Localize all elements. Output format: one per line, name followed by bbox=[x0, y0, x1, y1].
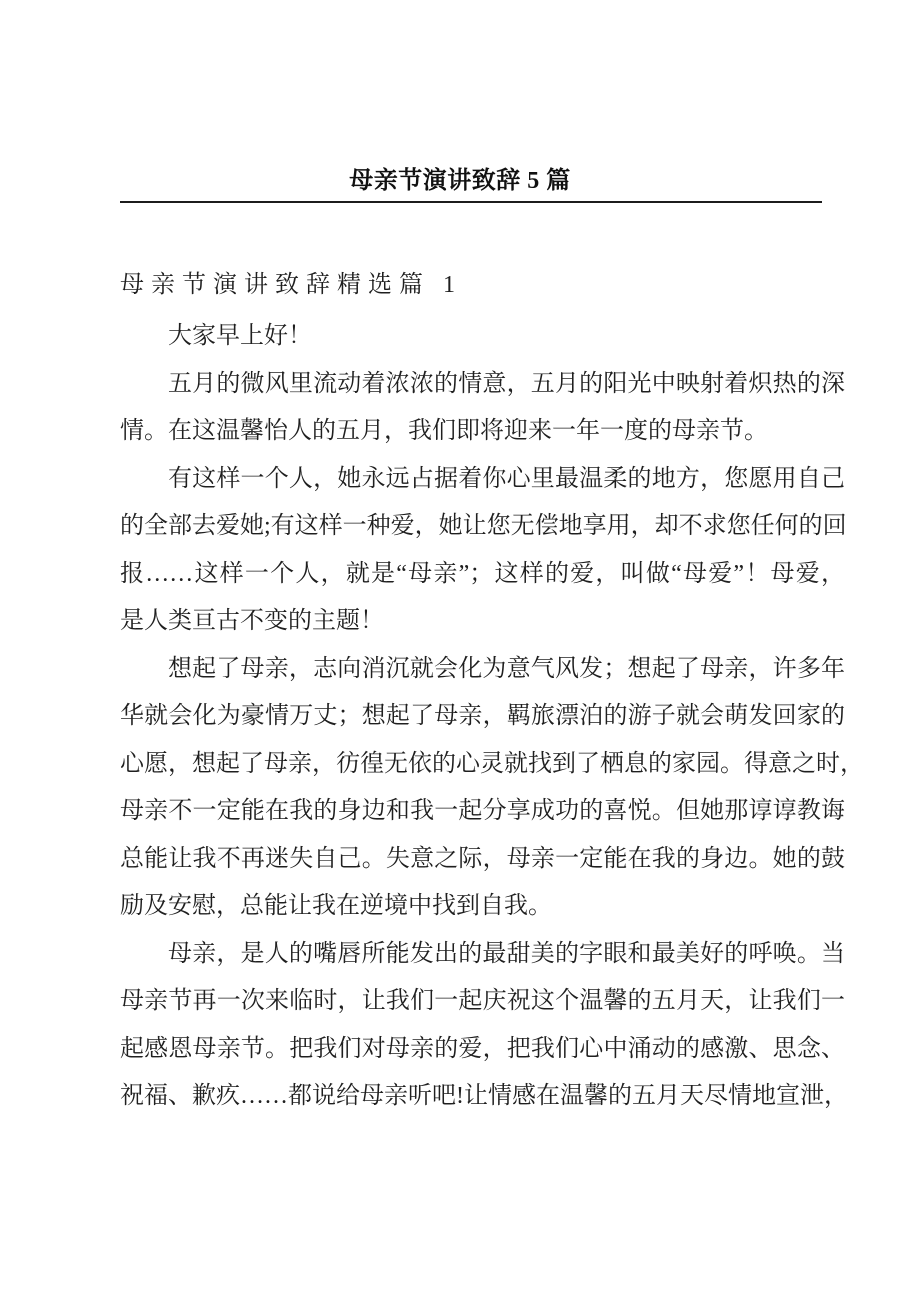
text-line: 五月的微风里流动着浓浓的情意，五月的阳光中映射着炽热的深 bbox=[168, 370, 845, 397]
text-line: 母亲不一定能在我的身边和我一起分享成功的喜悦。但她那谆谆教诲 bbox=[120, 798, 845, 824]
text-line: 祝福、歉疚……都说给母亲听吧!让情感在温馨的五月天尽情地宣泄， bbox=[120, 1083, 848, 1109]
text-line: 起感恩母亲节。把我们对母亲的爱，把我们心中涌动的感激、思念、 bbox=[120, 1035, 845, 1062]
text-line: 总能让我不再迷失自己。失意之际，母亲一定能在我的身边。她的鼓 bbox=[120, 845, 845, 872]
text-line: 励及安慰，总能让我在逆境中找到自我。 bbox=[120, 893, 552, 919]
text-line: 母亲节再一次来临时，让我们一起庆祝这个温馨的五月天，让我们一 bbox=[120, 988, 845, 1014]
text-line: 是人类亘古不变的主题！ bbox=[120, 608, 384, 634]
document-title: 母亲节演讲致辞 5 篇 bbox=[349, 168, 571, 194]
text-line: 报……这样一个人，就是“母亲”；这样的爱，叫做“母爱”！母爱， bbox=[120, 560, 845, 587]
text-line: 心愿，想起了母亲，彷徨无依的心灵就找到了栖息的家园。得意之时， bbox=[120, 750, 864, 777]
document-body bbox=[120, 313, 864, 1121]
text-line: 想起了母亲，志向消沉就会化为意气风发；想起了母亲，许多年 bbox=[168, 655, 845, 682]
text-line: 华就会化为豪情万丈；想起了母亲，羁旅漂泊的游子就会萌发回家的 bbox=[120, 703, 845, 729]
text-line: 母亲，是人的嘴唇所能发出的最甜美的字眼和最美好的呼唤。当 bbox=[168, 940, 845, 967]
section-heading: 母亲节演讲致辞精选篇 1 bbox=[120, 272, 462, 298]
title-underline bbox=[120, 201, 822, 203]
text-line: 的全部去爱她;有这样一种爱，她让您无偿地享用，却不求您任何的回 bbox=[120, 513, 847, 539]
text-line: 有这样一个人，她永远占据着你心里最温柔的地方，您愿用自己 bbox=[168, 465, 845, 492]
text-line: 情。在这温馨怡人的五月，我们即将迎来一年一度的母亲节。 bbox=[120, 418, 768, 444]
text-line: 大家早上好！ bbox=[168, 323, 312, 349]
